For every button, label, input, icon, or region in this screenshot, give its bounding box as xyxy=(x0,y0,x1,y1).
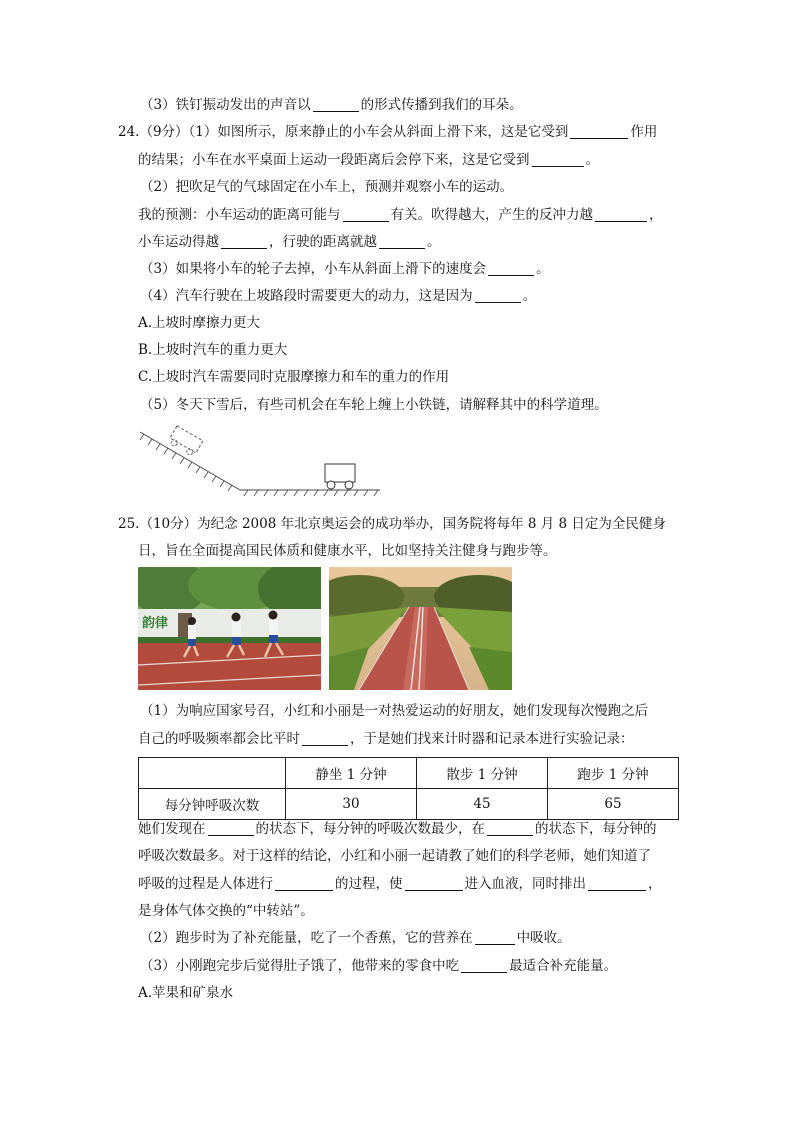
answer-blank[interactable] xyxy=(570,124,628,139)
q24-header-line1: 24.（9分）（1）如图所示，原来静止的小车会从斜面上滑下来，这是它受到 作用 xyxy=(118,124,658,140)
table-header-cell xyxy=(139,758,286,789)
table-cell: 45 xyxy=(417,789,548,820)
q25-option-a[interactable]: A.苹果和矿泉水 xyxy=(138,985,234,1001)
answer-blank[interactable] xyxy=(475,930,515,945)
q25-part2: （2）跑步时为了补充能量，吃了一个香蕉，它的营养在 中吸收。 xyxy=(140,930,571,946)
table-cell: 30 xyxy=(286,789,417,820)
table-row xyxy=(139,789,679,820)
q25-part3: （3）小刚跑完步后觉得肚子饿了，他带来的零食中吃 最适合补充能量。 xyxy=(140,958,618,974)
table-header-cell: 静坐 1 分钟 xyxy=(286,758,417,789)
table-cell: 65 xyxy=(548,789,679,820)
incline-diagram xyxy=(138,422,383,500)
q24-option-b[interactable]: B.上坡时汽车的重力更大 xyxy=(138,342,288,358)
cart-on-slope xyxy=(168,426,203,457)
answer-blank[interactable] xyxy=(595,207,647,222)
answer-blank[interactable] xyxy=(487,821,533,836)
q25-part1-line2: 自己的呼吸频率都会比平时 ，于是她们找来计时器和记录本进行实验记录： xyxy=(138,731,634,747)
q25-after-line2: 呼吸次数最多。对于这样的结论，小红和小丽一起请教了她们的科学老师，她们知道了 xyxy=(138,848,651,864)
answer-blank[interactable] xyxy=(313,97,359,112)
breathing-rate-table xyxy=(138,757,679,820)
q25-part1-line1: （1）为响应国家号召，小红和小丽是一对热爱运动的好朋友，她们发现每次慢跑之后 xyxy=(140,703,649,719)
q24-part5: （5）冬天下雪后，有些司机会在车轮上缠上小铁链，请解释其中的科学道理。 xyxy=(140,397,608,413)
answer-blank[interactable] xyxy=(475,288,521,303)
q25-after-line1: 她们发现在 的状态下，每分钟的呼吸次数最少，在 的状态下，每分钟的 xyxy=(138,821,657,837)
answer-blank[interactable] xyxy=(379,234,425,249)
q25-header-line1: 25.（10分）为纪念 2008 年北京奥运会的成功举办，国务院将每年 8 月 8 日定为全民健身 xyxy=(118,516,666,532)
q24-option-a[interactable]: A.上坡时摩擦力更大 xyxy=(138,315,261,331)
q24-part2: （2）把吹足气的气球固定在小车上，预测并观察小车的运动。 xyxy=(140,179,514,195)
photo-park-track xyxy=(329,567,512,690)
q24-part2-line3: 小车运动得越 ，行驶的距离就越 。 xyxy=(138,234,441,250)
answer-blank[interactable] xyxy=(208,821,254,836)
q24-header-line2: 的结果；小车在水平桌面上运动一段距离后会停下来，这是它受到 。 xyxy=(138,152,599,168)
answer-blank[interactable] xyxy=(532,152,584,167)
photo-children-running xyxy=(138,567,321,690)
answer-blank[interactable] xyxy=(275,876,333,891)
q24-option-c[interactable]: C.上坡时汽车需要同时克服摩擦力和车的重力的作用 xyxy=(138,369,450,385)
table-row-label: 每分钟呼吸次数 xyxy=(139,789,286,820)
q24-part3: （3）如果将小车的轮子去掉，小车从斜面上滑下的速度会 。 xyxy=(140,261,550,277)
q23-part3: （3）铁钉振动发出的声音以 的形式传播到我们的耳朵。 xyxy=(140,97,523,113)
answer-blank[interactable] xyxy=(221,234,267,249)
answer-blank[interactable] xyxy=(588,876,646,891)
table-header-cell: 散步 1 分钟 xyxy=(417,758,548,789)
answer-blank[interactable] xyxy=(405,876,463,891)
q25-after-line3: 呼吸的过程是人体进行 的过程，使 进入血液，同时排出 ， xyxy=(138,876,662,892)
answer-blank[interactable] xyxy=(302,731,348,746)
cart-on-table xyxy=(325,464,355,489)
answer-blank[interactable] xyxy=(461,958,507,973)
answer-blank[interactable] xyxy=(343,207,389,222)
q25-after-line4: 是身体气体交换的“中转站”。 xyxy=(138,903,314,919)
q25-header-line2: 日，旨在全面提高国民体质和健康水平，比如坚持关注健身与跑步等。 xyxy=(138,543,557,559)
answer-blank[interactable] xyxy=(488,261,534,276)
q24-part2-prediction: 我的预测：小车运动的距离可能与 有关。吹得越大，产生的反冲力越 ， xyxy=(138,207,663,223)
q24-part4: （4）汽车行驶在上坡路段时需要更大的动力，这是因为 。 xyxy=(140,288,537,304)
table-header-row xyxy=(139,758,679,789)
table-header-cell: 跑步 1 分钟 xyxy=(548,758,679,789)
photo-sign-text: 韵律 xyxy=(142,616,169,631)
